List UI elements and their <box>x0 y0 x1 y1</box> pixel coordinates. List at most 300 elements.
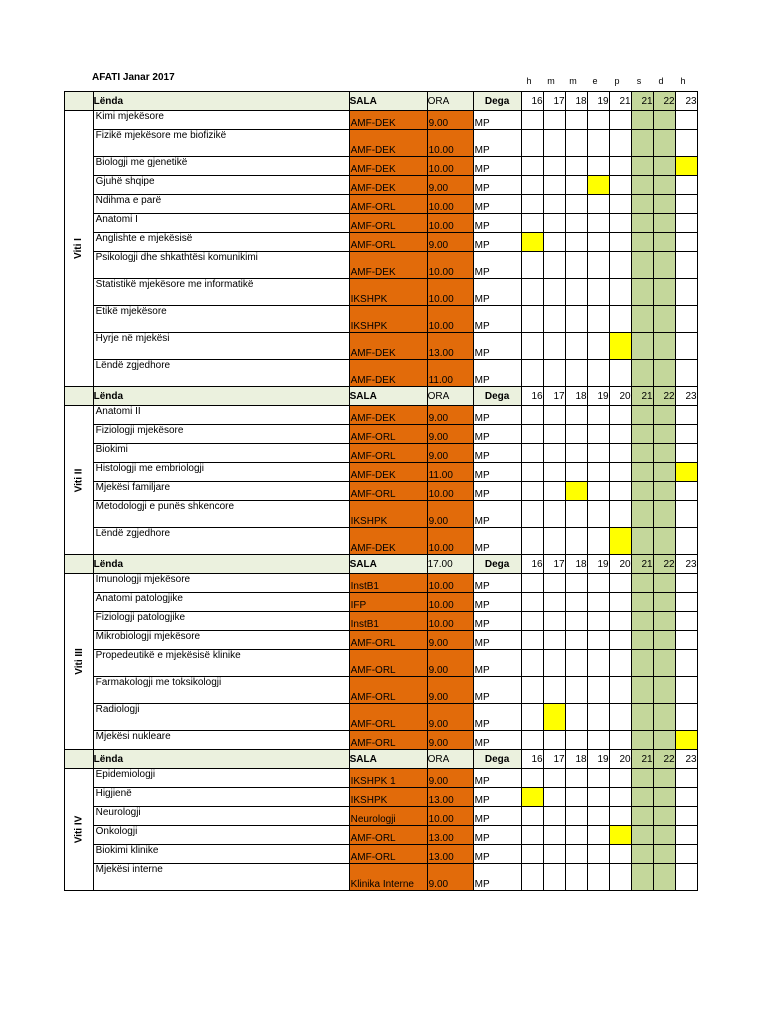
subject-row <box>65 574 698 593</box>
exam-time: 10.00 <box>427 214 473 233</box>
day-cell <box>631 650 653 677</box>
exam-time: 10.00 <box>427 528 473 555</box>
day-cell <box>543 807 565 826</box>
day-letter: p <box>614 76 620 86</box>
day-cell <box>543 157 565 176</box>
day-cell <box>653 574 675 593</box>
subject-row <box>65 769 698 788</box>
day-cell <box>543 845 565 864</box>
day-cell <box>631 845 653 864</box>
day-cell <box>675 501 697 528</box>
day-cell <box>675 769 697 788</box>
day-cell <box>631 195 653 214</box>
subject-row <box>65 807 698 826</box>
day-cell <box>565 333 587 360</box>
day-letter: m <box>547 76 555 86</box>
day-cell <box>631 864 653 891</box>
subject-name: Etikë mjekësore <box>93 306 349 333</box>
exam-time: 10.00 <box>427 279 473 306</box>
header-day: 19 <box>587 555 609 574</box>
department: MP <box>473 593 521 612</box>
day-cell <box>565 444 587 463</box>
day-cell <box>631 528 653 555</box>
department: MP <box>473 612 521 631</box>
subject-name: Neurologji <box>93 807 349 826</box>
day-cell <box>543 677 565 704</box>
header-day: 20 <box>609 750 631 769</box>
day-cell <box>653 406 675 425</box>
day-cell <box>587 650 609 677</box>
subject-row <box>65 111 698 130</box>
day-cell <box>587 425 609 444</box>
subject-row <box>65 593 698 612</box>
day-cell <box>609 677 631 704</box>
subject-row <box>65 845 698 864</box>
room: InstB1 <box>349 612 427 631</box>
day-cell <box>631 593 653 612</box>
header-ora: ORA <box>427 387 473 406</box>
day-cell <box>587 528 609 555</box>
subject-row <box>65 631 698 650</box>
room: AMF-ORL <box>349 425 427 444</box>
exam-day-marker <box>521 233 543 252</box>
day-cell <box>631 501 653 528</box>
day-cell <box>543 631 565 650</box>
room: Klinika Interne <box>349 864 427 891</box>
day-cell <box>675 650 697 677</box>
section-header-row <box>65 555 698 574</box>
header-dega: Dega <box>473 555 521 574</box>
section-header-row <box>65 92 698 111</box>
day-cell <box>675 482 697 501</box>
day-cell <box>543 528 565 555</box>
day-cell <box>675 252 697 279</box>
day-cell <box>653 788 675 807</box>
day-cell <box>521 111 543 130</box>
subject-row <box>65 528 698 555</box>
day-cell <box>587 788 609 807</box>
subject-row <box>65 214 698 233</box>
day-cell <box>675 360 697 387</box>
subject-row <box>65 864 698 891</box>
header-lenda: Lënda <box>93 92 349 111</box>
subject-name: Fizikë mjekësore me biofizikë <box>93 130 349 157</box>
header-day: 18 <box>565 555 587 574</box>
day-cell <box>521 406 543 425</box>
day-cell <box>565 677 587 704</box>
room: AMF-DEK <box>349 111 427 130</box>
day-cell <box>631 233 653 252</box>
day-cell <box>653 482 675 501</box>
department: MP <box>473 807 521 826</box>
subject-row <box>65 482 698 501</box>
day-cell <box>521 157 543 176</box>
day-cell <box>631 612 653 631</box>
day-cell <box>521 482 543 501</box>
header-day: 22 <box>653 387 675 406</box>
exam-time: 9.00 <box>427 731 473 750</box>
department: MP <box>473 677 521 704</box>
day-cell <box>653 864 675 891</box>
day-cell <box>675 845 697 864</box>
room: IFP <box>349 593 427 612</box>
day-cell <box>653 214 675 233</box>
day-cell <box>653 612 675 631</box>
day-cell <box>587 195 609 214</box>
department: MP <box>473 214 521 233</box>
exam-time: 10.00 <box>427 130 473 157</box>
subject-name: Histologji me embriologji <box>93 463 349 482</box>
day-cell <box>631 252 653 279</box>
subject-row <box>65 306 698 333</box>
subject-row <box>65 195 698 214</box>
exam-day-marker <box>675 157 697 176</box>
section-header-row <box>65 750 698 769</box>
day-cell <box>675 214 697 233</box>
schedule-table <box>64 91 698 891</box>
exam-time: 11.00 <box>427 360 473 387</box>
day-letter: m <box>569 76 577 86</box>
day-cell <box>543 482 565 501</box>
exam-time: 9.00 <box>427 769 473 788</box>
subject-row <box>65 360 698 387</box>
header-day: 23 <box>675 387 697 406</box>
day-cell <box>609 111 631 130</box>
day-cell <box>653 157 675 176</box>
day-cell <box>521 593 543 612</box>
day-cell <box>631 444 653 463</box>
day-cell <box>609 731 631 750</box>
day-cell <box>609 233 631 252</box>
header-day: 22 <box>653 555 675 574</box>
subject-row <box>65 406 698 425</box>
day-cell <box>675 864 697 891</box>
room: AMF-DEK <box>349 157 427 176</box>
room: AMF-ORL <box>349 731 427 750</box>
day-cell <box>565 864 587 891</box>
day-letter: h <box>526 76 532 86</box>
day-cell <box>653 252 675 279</box>
subject-row <box>65 704 698 731</box>
header-day: 23 <box>675 92 697 111</box>
day-cell <box>653 631 675 650</box>
subject-row <box>65 176 698 195</box>
day-cell <box>565 360 587 387</box>
department: MP <box>473 864 521 891</box>
day-cell <box>609 574 631 593</box>
day-cell <box>631 482 653 501</box>
header-lenda: Lënda <box>93 750 349 769</box>
room: AMF-ORL <box>349 677 427 704</box>
day-cell <box>565 463 587 482</box>
day-cell <box>653 444 675 463</box>
day-cell <box>587 444 609 463</box>
day-cell <box>653 845 675 864</box>
department: MP <box>473 157 521 176</box>
exam-time: 13.00 <box>427 788 473 807</box>
exam-time: 9.00 <box>427 704 473 731</box>
exam-time: 9.00 <box>427 176 473 195</box>
day-cell <box>521 731 543 750</box>
exam-time: 9.00 <box>427 501 473 528</box>
day-cell <box>543 252 565 279</box>
day-cell <box>609 157 631 176</box>
day-cell <box>587 252 609 279</box>
room: IKSHPK 1 <box>349 769 427 788</box>
day-cell <box>587 306 609 333</box>
room: IKSHPK <box>349 279 427 306</box>
day-cell <box>565 704 587 731</box>
day-cell <box>565 731 587 750</box>
header-dega: Dega <box>473 92 521 111</box>
day-cell <box>521 195 543 214</box>
exam-time: 10.00 <box>427 195 473 214</box>
day-cell <box>675 444 697 463</box>
day-cell <box>675 195 697 214</box>
department: MP <box>473 463 521 482</box>
department: MP <box>473 176 521 195</box>
subject-row <box>65 333 698 360</box>
subject-name: Mjekësi familjare <box>93 482 349 501</box>
year-label: Viti III <box>73 648 85 675</box>
day-cell <box>543 769 565 788</box>
subject-name: Propedeutikë e mjekësisë klinike <box>93 650 349 677</box>
exam-day-marker <box>675 731 697 750</box>
subject-row <box>65 463 698 482</box>
exam-time: 11.00 <box>427 463 473 482</box>
day-cell <box>587 463 609 482</box>
day-cell <box>543 826 565 845</box>
header-spacer <box>65 750 94 769</box>
room: AMF-DEK <box>349 528 427 555</box>
day-cell <box>543 593 565 612</box>
day-cell <box>543 130 565 157</box>
day-cell <box>653 826 675 845</box>
day-cell <box>609 501 631 528</box>
day-cell <box>543 612 565 631</box>
exam-time: 9.00 <box>427 425 473 444</box>
header-day: 22 <box>653 750 675 769</box>
header-day: 17 <box>543 92 565 111</box>
department: MP <box>473 788 521 807</box>
day-cell <box>653 130 675 157</box>
sheet-title: AFATI Janar 2017 <box>92 72 175 83</box>
day-cell <box>631 360 653 387</box>
header-day: 16 <box>521 750 543 769</box>
room: InstB1 <box>349 574 427 593</box>
section-header-row <box>65 387 698 406</box>
day-cell <box>543 444 565 463</box>
day-cell <box>631 704 653 731</box>
day-cell <box>587 501 609 528</box>
day-cell <box>587 482 609 501</box>
exam-time: 13.00 <box>427 333 473 360</box>
day-cell <box>653 279 675 306</box>
day-cell <box>565 807 587 826</box>
day-cell <box>653 593 675 612</box>
day-cell <box>609 279 631 306</box>
day-cell <box>631 677 653 704</box>
day-cell <box>675 826 697 845</box>
day-cell <box>521 704 543 731</box>
room: AMF-DEK <box>349 130 427 157</box>
day-cell <box>653 333 675 360</box>
subject-row <box>65 233 698 252</box>
subject-name: Lëndë zgjedhore <box>93 528 349 555</box>
day-cell <box>609 864 631 891</box>
exam-time: 9.00 <box>427 406 473 425</box>
day-cell <box>675 279 697 306</box>
day-cell <box>521 360 543 387</box>
day-cell <box>631 807 653 826</box>
day-cell <box>521 444 543 463</box>
day-cell <box>543 176 565 195</box>
day-cell <box>565 176 587 195</box>
header-sala: SALA <box>349 750 427 769</box>
day-cell <box>609 704 631 731</box>
room: IKSHPK <box>349 306 427 333</box>
day-cell <box>521 425 543 444</box>
department: MP <box>473 333 521 360</box>
day-cell <box>587 807 609 826</box>
exam-day-marker <box>675 463 697 482</box>
day-cell <box>631 406 653 425</box>
department: MP <box>473 252 521 279</box>
day-cell <box>521 306 543 333</box>
day-cell <box>653 807 675 826</box>
room: AMF-ORL <box>349 233 427 252</box>
subject-name: Fiziologji mjekësore <box>93 425 349 444</box>
header-dega: Dega <box>473 750 521 769</box>
day-letter: s <box>636 76 642 86</box>
day-cell <box>565 306 587 333</box>
header-day: 19 <box>587 750 609 769</box>
day-cell <box>587 826 609 845</box>
day-cell <box>587 631 609 650</box>
day-cell <box>521 279 543 306</box>
day-cell <box>631 769 653 788</box>
year-label-cell <box>65 406 94 555</box>
day-cell <box>609 612 631 631</box>
day-cell <box>587 157 609 176</box>
subject-row <box>65 650 698 677</box>
subject-name: Anatomi I <box>93 214 349 233</box>
room: IKSHPK <box>349 788 427 807</box>
day-cell <box>675 176 697 195</box>
day-cell <box>609 650 631 677</box>
day-cell <box>631 111 653 130</box>
day-cell <box>565 650 587 677</box>
department: MP <box>473 425 521 444</box>
department: MP <box>473 731 521 750</box>
department: MP <box>473 769 521 788</box>
subject-name: Anatomi II <box>93 406 349 425</box>
day-cell <box>609 176 631 195</box>
subject-name: Biologji me gjenetikë <box>93 157 349 176</box>
header-ora: ORA <box>427 750 473 769</box>
day-cell <box>609 769 631 788</box>
room: AMF-ORL <box>349 195 427 214</box>
header-day: 18 <box>565 387 587 406</box>
day-cell <box>565 574 587 593</box>
header-sala: SALA <box>349 387 427 406</box>
exam-time: 10.00 <box>427 157 473 176</box>
day-cell <box>543 214 565 233</box>
day-letter: d <box>658 76 664 86</box>
day-cell <box>609 845 631 864</box>
day-cell <box>631 574 653 593</box>
day-cell <box>521 501 543 528</box>
department: MP <box>473 306 521 333</box>
day-cell <box>609 214 631 233</box>
day-cell <box>565 501 587 528</box>
subject-row <box>65 501 698 528</box>
day-cell <box>521 130 543 157</box>
header-day: 21 <box>631 750 653 769</box>
day-cell <box>653 425 675 444</box>
day-cell <box>631 279 653 306</box>
day-cell <box>609 406 631 425</box>
header-day: 21 <box>631 92 653 111</box>
day-cell <box>521 463 543 482</box>
day-cell <box>543 279 565 306</box>
day-cell <box>565 826 587 845</box>
room: AMF-ORL <box>349 444 427 463</box>
header-lenda: Lënda <box>93 555 349 574</box>
subject-name: Hyrje në mjekësi <box>93 333 349 360</box>
subject-row <box>65 826 698 845</box>
day-cell <box>565 279 587 306</box>
day-cell <box>609 444 631 463</box>
department: MP <box>473 111 521 130</box>
day-cell <box>675 111 697 130</box>
header-day: 21 <box>631 555 653 574</box>
day-cell <box>521 528 543 555</box>
day-cell <box>587 111 609 130</box>
header-day: 17 <box>543 387 565 406</box>
day-cell <box>631 731 653 750</box>
day-cell <box>521 677 543 704</box>
exam-time: 13.00 <box>427 826 473 845</box>
day-cell <box>675 425 697 444</box>
year-label: Viti IV <box>73 815 85 844</box>
day-cell <box>587 574 609 593</box>
department: MP <box>473 233 521 252</box>
day-cell <box>587 360 609 387</box>
day-cell <box>587 593 609 612</box>
day-cell <box>631 425 653 444</box>
day-cell <box>521 807 543 826</box>
subject-name: Epidemiologji <box>93 769 349 788</box>
header-day: 19 <box>587 387 609 406</box>
exam-time: 9.00 <box>427 864 473 891</box>
header-day: 17 <box>543 555 565 574</box>
header-day: 18 <box>565 750 587 769</box>
day-cell <box>609 788 631 807</box>
day-cell <box>587 845 609 864</box>
day-cell <box>675 807 697 826</box>
header-day: 23 <box>675 555 697 574</box>
subject-row <box>65 130 698 157</box>
subject-row <box>65 788 698 807</box>
subject-name: Fiziologji patologjike <box>93 612 349 631</box>
day-cell <box>521 864 543 891</box>
day-cell <box>587 864 609 891</box>
room: AMF-DEK <box>349 176 427 195</box>
day-cell <box>609 130 631 157</box>
room: AMF-ORL <box>349 704 427 731</box>
day-cell <box>543 306 565 333</box>
